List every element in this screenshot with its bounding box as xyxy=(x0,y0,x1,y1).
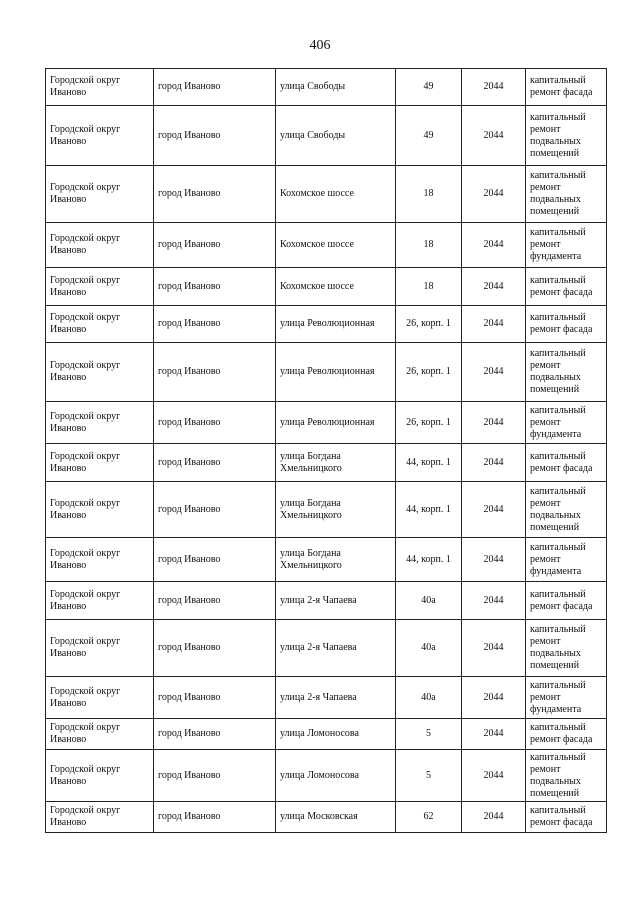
work-type-cell: капитальный ремонт подвальных помещений xyxy=(526,166,607,223)
repair-schedule-table xyxy=(45,68,607,833)
district-cell: Городской округ Иваново xyxy=(46,306,154,343)
street-cell: Кохомское шоссе xyxy=(276,166,396,223)
work-type-cell: капитальный ремонт фундамента xyxy=(526,402,607,444)
table-row xyxy=(46,802,607,833)
house-number-cell: 44, корп. 1 xyxy=(396,444,462,482)
table-row xyxy=(46,223,607,268)
settlement-cell: город Иваново xyxy=(154,802,276,833)
table-row xyxy=(46,444,607,482)
year-cell: 2044 xyxy=(462,306,526,343)
year-cell: 2044 xyxy=(462,223,526,268)
house-number-cell: 18 xyxy=(396,166,462,223)
settlement-cell: город Иваново xyxy=(154,223,276,268)
settlement-cell: город Иваново xyxy=(154,69,276,106)
house-number-cell: 18 xyxy=(396,223,462,268)
table-row xyxy=(46,343,607,402)
district-cell: Городской округ Иваново xyxy=(46,69,154,106)
work-type-cell: капитальный ремонт подвальных помещений xyxy=(526,482,607,538)
house-number-cell: 40а xyxy=(396,677,462,719)
street-cell: улица 2-я Чапаева xyxy=(276,620,396,677)
settlement-cell: город Иваново xyxy=(154,582,276,620)
street-cell: Кохомское шоссе xyxy=(276,268,396,306)
table-row xyxy=(46,306,607,343)
settlement-cell: город Иваново xyxy=(154,106,276,166)
work-type-cell: капитальный ремонт подвальных помещений xyxy=(526,343,607,402)
year-cell: 2044 xyxy=(462,166,526,223)
house-number-cell: 40а xyxy=(396,582,462,620)
district-cell: Городской округ Иваново xyxy=(46,444,154,482)
year-cell: 2044 xyxy=(462,719,526,750)
table-row xyxy=(46,166,607,223)
house-number-cell: 49 xyxy=(396,106,462,166)
district-cell: Городской округ Иваново xyxy=(46,343,154,402)
house-number-cell: 18 xyxy=(396,268,462,306)
house-number-cell: 5 xyxy=(396,750,462,802)
house-number-cell: 26, корп. 1 xyxy=(396,402,462,444)
district-cell: Городской округ Иваново xyxy=(46,620,154,677)
table-row xyxy=(46,69,607,106)
district-cell: Городской округ Иваново xyxy=(46,802,154,833)
house-number-cell: 26, корп. 1 xyxy=(396,343,462,402)
street-cell: улица Свободы xyxy=(276,69,396,106)
district-cell: Городской округ Иваново xyxy=(46,268,154,306)
house-number-cell: 26, корп. 1 xyxy=(396,306,462,343)
settlement-cell: город Иваново xyxy=(154,677,276,719)
settlement-cell: город Иваново xyxy=(154,268,276,306)
house-number-cell: 40а xyxy=(396,620,462,677)
settlement-cell: город Иваново xyxy=(154,620,276,677)
year-cell: 2044 xyxy=(462,444,526,482)
street-cell: улица 2-я Чапаева xyxy=(276,582,396,620)
table-row xyxy=(46,482,607,538)
year-cell: 2044 xyxy=(462,106,526,166)
street-cell: улица Революционная xyxy=(276,306,396,343)
work-type-cell: капитальный ремонт фасада xyxy=(526,444,607,482)
settlement-cell: город Иваново xyxy=(154,719,276,750)
settlement-cell: город Иваново xyxy=(154,750,276,802)
work-type-cell: капитальный ремонт подвальных помещений xyxy=(526,106,607,166)
table-row xyxy=(46,106,607,166)
street-cell: улица Богдана Хмельницкого xyxy=(276,482,396,538)
work-type-cell: капитальный ремонт фундамента xyxy=(526,223,607,268)
street-cell: улица Богдана Хмельницкого xyxy=(276,538,396,582)
work-type-cell: капитальный ремонт подвальных помещений xyxy=(526,620,607,677)
work-type-cell: капитальный ремонт фасада xyxy=(526,69,607,106)
work-type-cell: капитальный ремонт фасада xyxy=(526,582,607,620)
settlement-cell: город Иваново xyxy=(154,482,276,538)
district-cell: Городской округ Иваново xyxy=(46,677,154,719)
district-cell: Городской округ Иваново xyxy=(46,719,154,750)
house-number-cell: 44, корп. 1 xyxy=(396,538,462,582)
house-number-cell: 49 xyxy=(396,69,462,106)
street-cell: улица Богдана Хмельницкого xyxy=(276,444,396,482)
district-cell: Городской округ Иваново xyxy=(46,538,154,582)
year-cell: 2044 xyxy=(462,750,526,802)
street-cell: улица Московская xyxy=(276,802,396,833)
house-number-cell: 44, корп. 1 xyxy=(396,482,462,538)
district-cell: Городской округ Иваново xyxy=(46,482,154,538)
table-row xyxy=(46,750,607,802)
district-cell: Городской округ Иваново xyxy=(46,402,154,444)
year-cell: 2044 xyxy=(462,620,526,677)
table-row xyxy=(46,677,607,719)
year-cell: 2044 xyxy=(462,802,526,833)
street-cell: улица Революционная xyxy=(276,343,396,402)
table-row xyxy=(46,268,607,306)
table-row xyxy=(46,620,607,677)
district-cell: Городской округ Иваново xyxy=(46,166,154,223)
year-cell: 2044 xyxy=(462,538,526,582)
street-cell: улица Ломоносова xyxy=(276,719,396,750)
year-cell: 2044 xyxy=(462,402,526,444)
settlement-cell: город Иваново xyxy=(154,343,276,402)
work-type-cell: капитальный ремонт фундамента xyxy=(526,538,607,582)
work-type-cell: капитальный ремонт фасада xyxy=(526,719,607,750)
work-type-cell: капитальный ремонт фасада xyxy=(526,306,607,343)
year-cell: 2044 xyxy=(462,677,526,719)
work-type-cell: капитальный ремонт подвальных помещений xyxy=(526,750,607,802)
settlement-cell: город Иваново xyxy=(154,306,276,343)
street-cell: Кохомское шоссе xyxy=(276,223,396,268)
page-number: 406 xyxy=(309,38,331,53)
year-cell: 2044 xyxy=(462,268,526,306)
year-cell: 2044 xyxy=(462,482,526,538)
table-row xyxy=(46,582,607,620)
street-cell: улица Ломоносова xyxy=(276,750,396,802)
work-type-cell: капитальный ремонт фасада xyxy=(526,802,607,833)
work-type-cell: капитальный ремонт фасада xyxy=(526,268,607,306)
district-cell: Городской округ Иваново xyxy=(46,106,154,166)
house-number-cell: 62 xyxy=(396,802,462,833)
district-cell: Городской округ Иваново xyxy=(46,750,154,802)
district-cell: Городской округ Иваново xyxy=(46,582,154,620)
table-row xyxy=(46,538,607,582)
year-cell: 2044 xyxy=(462,343,526,402)
table-row xyxy=(46,402,607,444)
table-row xyxy=(46,719,607,750)
street-cell: улица Свободы xyxy=(276,106,396,166)
settlement-cell: город Иваново xyxy=(154,402,276,444)
year-cell: 2044 xyxy=(462,69,526,106)
work-type-cell: капитальный ремонт фундамента xyxy=(526,677,607,719)
settlement-cell: город Иваново xyxy=(154,166,276,223)
year-cell: 2044 xyxy=(462,582,526,620)
district-cell: Городской округ Иваново xyxy=(46,223,154,268)
house-number-cell: 5 xyxy=(396,719,462,750)
street-cell: улица 2-я Чапаева xyxy=(276,677,396,719)
street-cell: улица Революционная xyxy=(276,402,396,444)
settlement-cell: город Иваново xyxy=(154,538,276,582)
settlement-cell: город Иваново xyxy=(154,444,276,482)
